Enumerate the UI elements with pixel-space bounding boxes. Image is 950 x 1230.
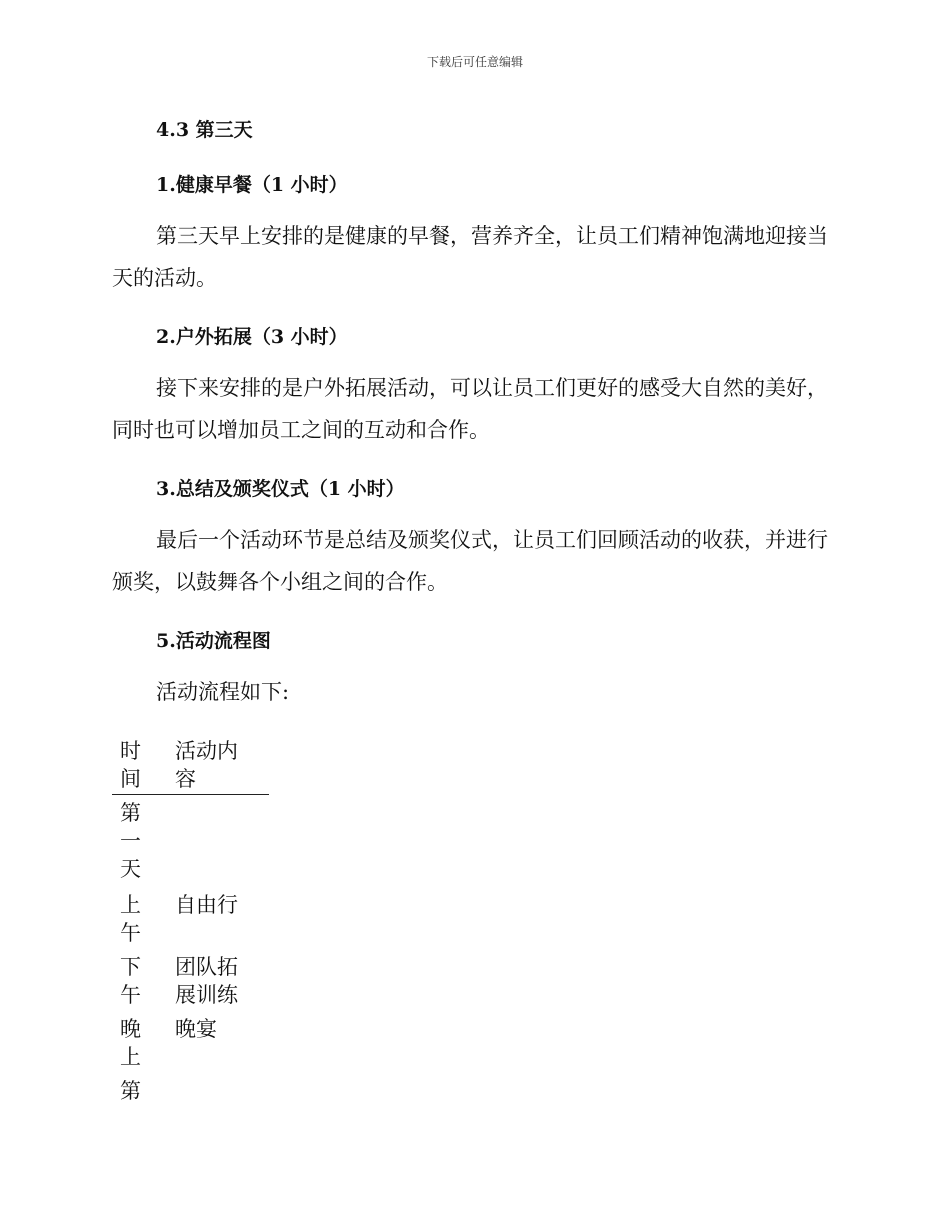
table-row-time: 下午 xyxy=(120,955,141,1007)
flow-intro: 活动流程如下: xyxy=(156,680,290,704)
table-row-time: 第 xyxy=(120,1079,141,1103)
item-body-award: 最后一个活动环节是总结及颁奖仪式，让员工们回顾活动的收获，并进行颁奖，以鼓舞各个小组之间的合作。 xyxy=(112,528,828,594)
item-body-breakfast: 第三天早上安排的是健康的早餐，营养齐全，让员工们精神饱满地迎接当天的活动。 xyxy=(112,224,828,290)
table-row-time: 第一天 xyxy=(120,801,141,881)
section-title: 4.3 第三天 xyxy=(156,119,253,141)
item-heading-breakfast: 1.健康早餐（1 小时） xyxy=(156,174,348,196)
item-heading-outdoor: 2.户外拓展（3 小时） xyxy=(156,326,348,348)
page-header: 下载后可任意编辑 xyxy=(426,55,523,69)
item-body-outdoor: 接下来安排的是户外拓展活动，可以让员工们更好的感受大自然的美好，同时也可以增加员工之间的互动和合作。 xyxy=(112,376,828,442)
item-heading-award: 3.总结及颁奖仪式（1 小时） xyxy=(156,478,405,500)
table-row-activity: 团队拓展训练 xyxy=(175,955,238,1007)
table-header-activity: 活动内容 xyxy=(175,739,238,791)
table-header-time: 时间 xyxy=(120,739,141,791)
table-row-activity: 晚宴 xyxy=(175,1017,217,1041)
flow-heading: 5.活动流程图 xyxy=(156,630,271,652)
table-row-activity: 自由行 xyxy=(175,893,238,917)
table-row-time: 上午 xyxy=(120,893,141,945)
table-row-time: 晚上 xyxy=(120,1017,141,1069)
table-header-rule xyxy=(112,794,269,795)
